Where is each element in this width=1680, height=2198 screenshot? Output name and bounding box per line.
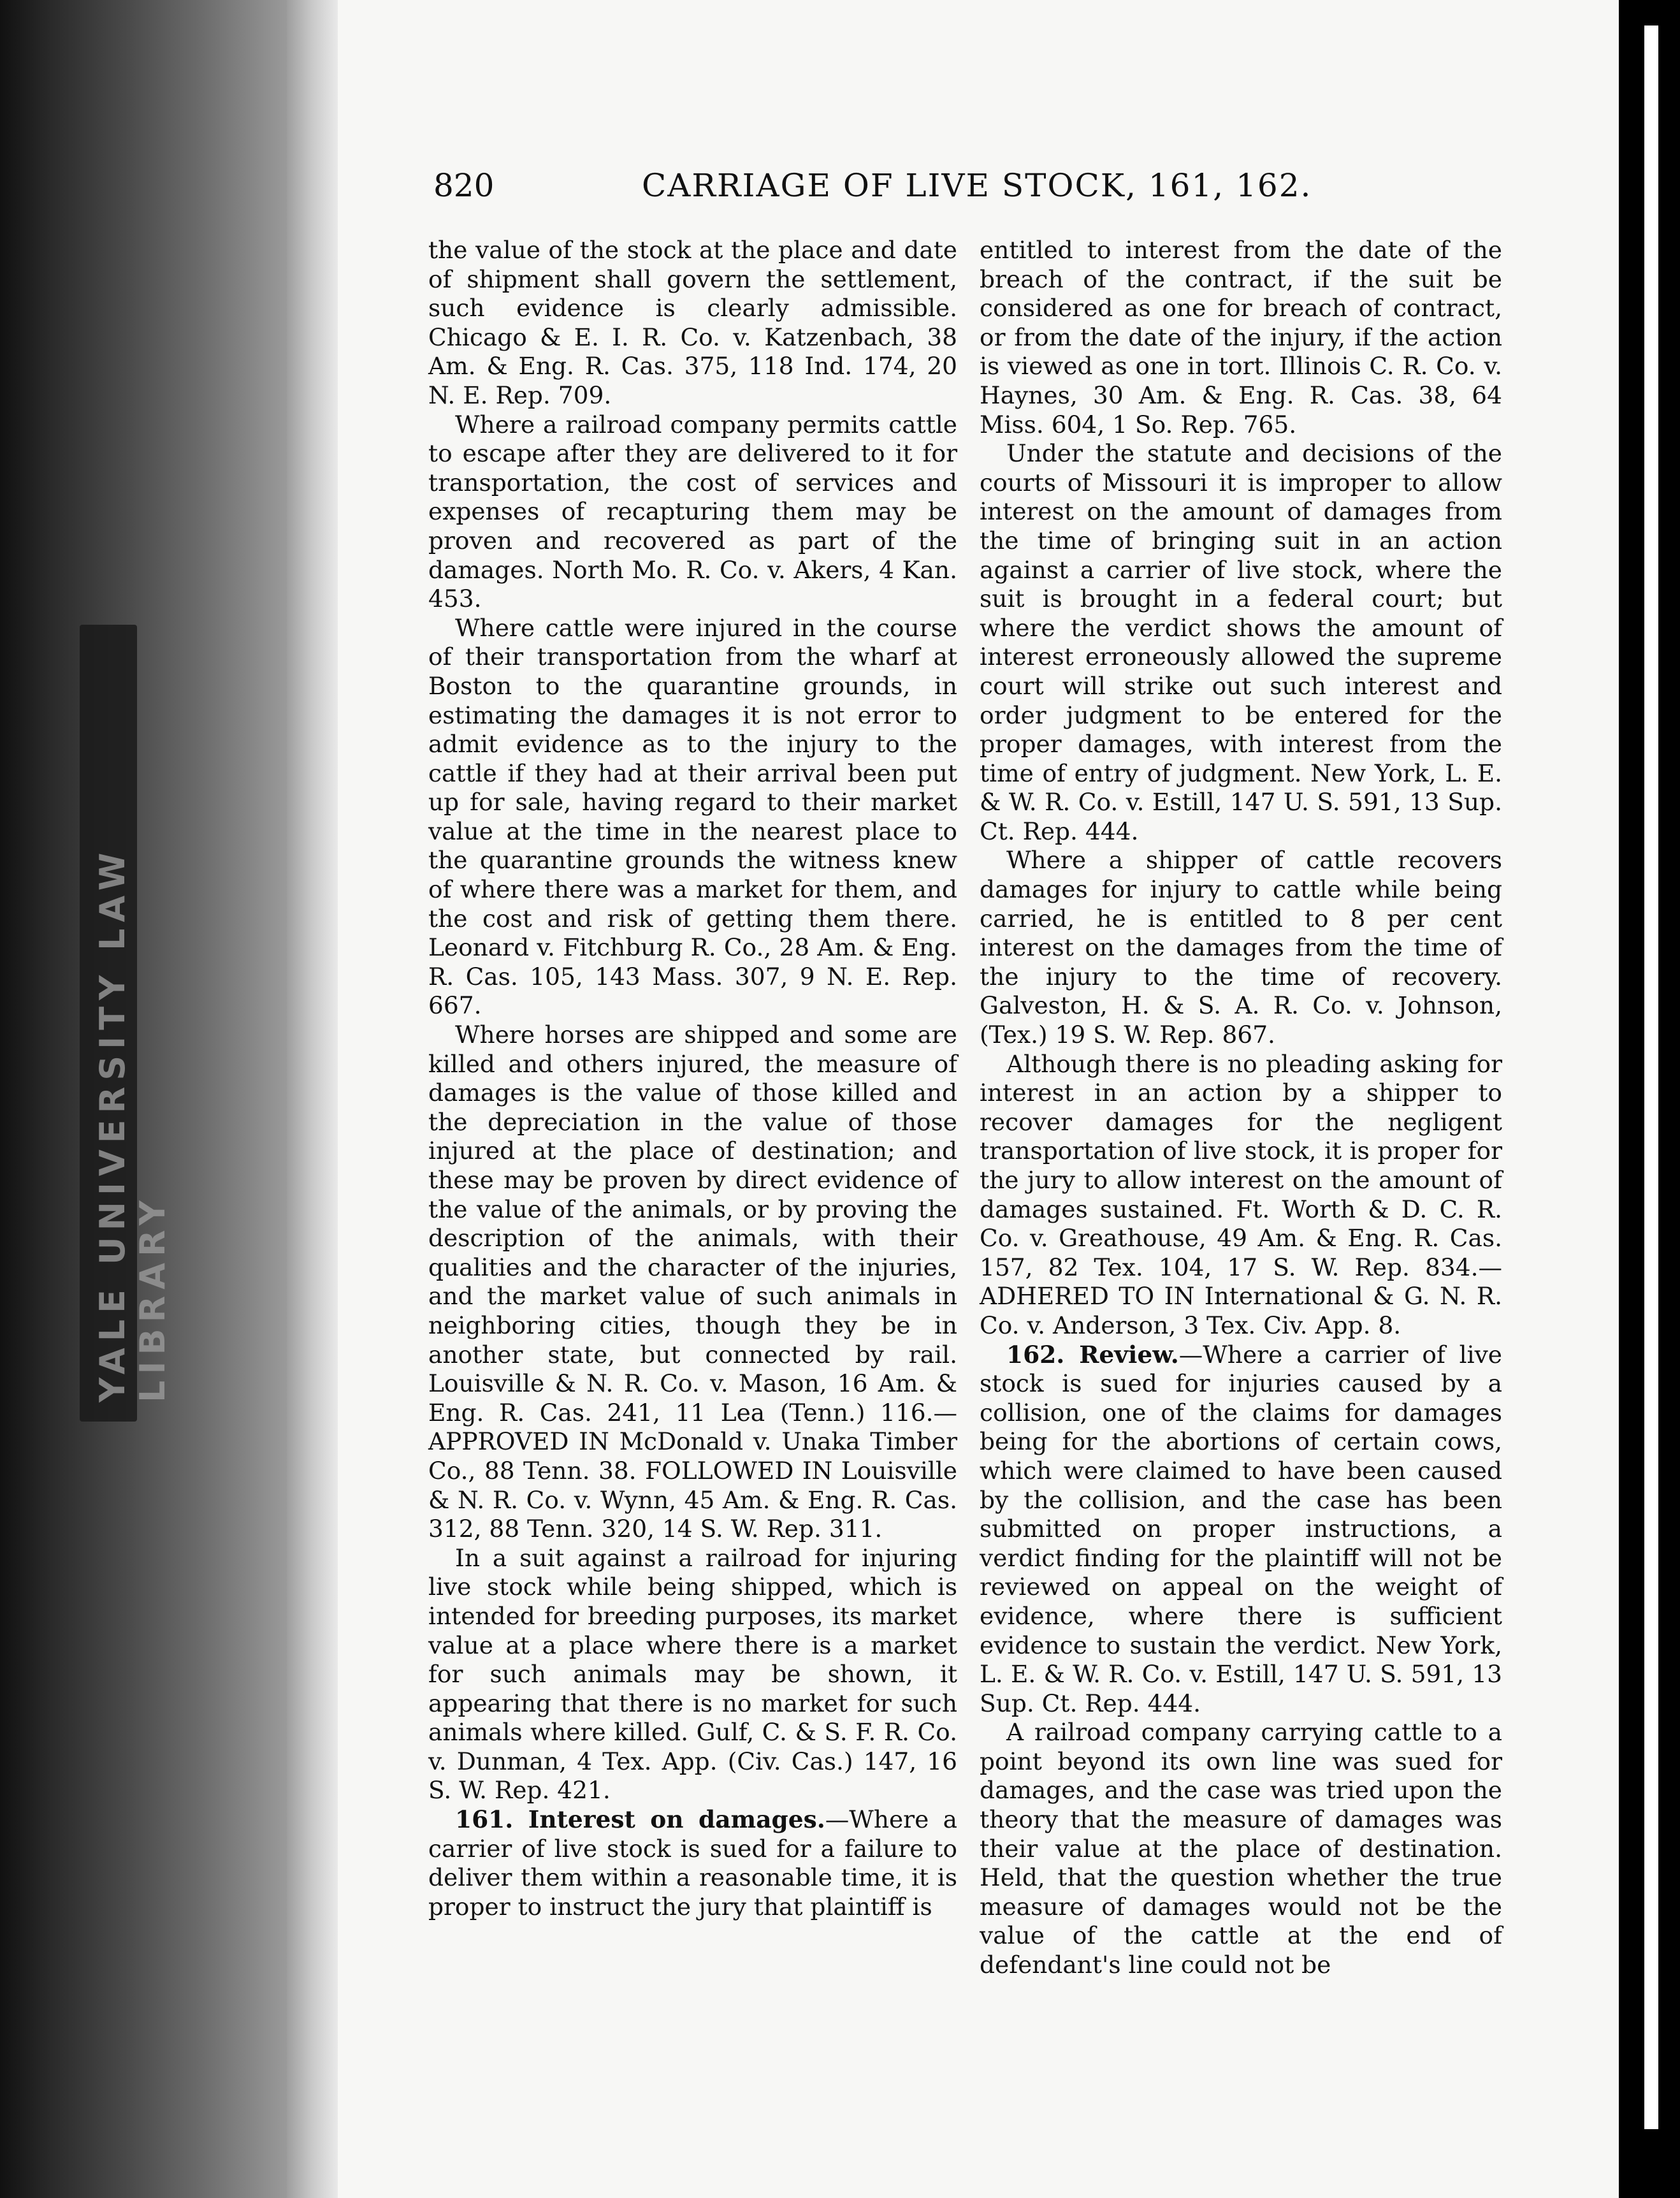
paragraph: In a suit against a railroad for injuring live stock while being shipped, which is intended for breeding purposes, its market value at a place where there is a market for such animals may be shown, it appearing that there is no market for such animals where killed. Gulf, C. & S. F. R. Co. v. Dunman, 4 Tex. App. (Civ. Cas.) 147, 16 S. W. Rep. 421. [428, 1543, 957, 1805]
page-number: 820 [433, 167, 495, 204]
paragraph: Where horses are shipped and some are killed and others injured, the measure of damages is the value of those killed and the depreciation in the value of those injured at the place of destination; and these may be proven by direct evidence of the value of the animals, or by proving the description of the animals, with their qualities and the character of the injuries, and the market value of such animals in neighboring cities, though they be in another state, but connected by rail. Louisville & N. R. Co. v. Mason, 16 Am. & Eng. R. Cas. 241, 11 Lea (Tenn.) 116.—APPROVED IN McDonald v. Unaka Timber Co., 88 Tenn. 38. FOLLOWED IN Louisville & N. R. Co. v. Wynn, 45 Am. & Eng. R. Cas. 312, 88 Tenn. 320, 14 S. W. Rep. 311. [428, 1021, 957, 1543]
book-spine [0, 0, 287, 2198]
paragraph: Under the statute and decisions of the courts of Missouri it is improper to allow interest on the amount of damages from the time of bringing suit in an action against a carrier of live stock, where the suit is brought in a federal court; but where the verdict shows the amount of interest erroneously allowed the supreme court will strike out such interest and order judgment to be entered for the proper damages, with interest from the time of entry of judgment. New York, L. E. & W. R. Co. v. Estill, 147 U. S. 591, 13 Sup. Ct. Rep. 444. [980, 439, 1502, 845]
section-heading: 162. Review. [1006, 1340, 1179, 1369]
paragraph: entitled to interest from the date of the breach of the contract, if the suit be considered as one for breach of contract, or from the date of the injury, if the action is viewed as one in tort. Illinois C. R. Co. v. Haynes, 30 Am. & Eng. R. Cas. 38, 64 Miss. 604, 1 So. Rep. 765. [980, 236, 1502, 439]
running-title: CARRIAGE OF LIVE STOCK, 161, 162. [642, 167, 1312, 204]
paragraph: the value of the stock at the place and date of shipment shall govern the settlement, such evidence is clearly admissible. Chicago & E. I. R. Co. v. Katzenbach, 38 Am. & Eng. R. Cas. 375, 118 Ind. 174, 20 N. E. Rep. 709. [428, 236, 957, 409]
running-head [433, 167, 1312, 205]
scan-border [1619, 0, 1680, 2198]
section-text: —Where a carrier of live stock is sued for a failure to deliver them within a reasonable time, it is proper to instruct the jury that plaintiff is [428, 1805, 957, 1921]
section-text: —Where a carrier of live stock is sued for injuries caused by a collision, one of the claims for damages being for the abortions of certain cows, which were claimed to have been caused by the collision, and the case has been submitted on proper instructions, a verdict finding for the plaintiff will not be reviewed on appeal on the weight of evidence, where there is sufficient evidence to sustain the verdict. New York, L. E. & W. R. Co. v. Estill, 147 U. S. 591, 13 Sup. Ct. Rep. 444. [980, 1340, 1502, 1717]
paragraph: Although there is no pleading asking for interest in an action by a shipper to recover damages for the negligent transportation of live stock, it is proper for the jury to allow interest on the amount of damages sustained. Ft. Worth & D. C. R. Co. v. Greathouse, 49 Am. & Eng. R. Cas. 157, 82 Tex. 104, 17 S. W. Rep. 834.—ADHERED TO IN International & G. N. R. Co. v. Anderson, 3 Tex. Civ. App. 8. [980, 1049, 1502, 1339]
section-161 [428, 1805, 957, 1921]
paragraph: A railroad company carrying cattle to a point beyond its own line was sued for damages, and the case was tried upon the theory that the measure of damages was their value at the place of destination. Held, that the question whether the true measure of damages would not be the value of the cattle at the end of defendant's line could not be [980, 1718, 1502, 1979]
page-edge [287, 0, 338, 2198]
right-column [980, 236, 1502, 1980]
paragraph: Where a shipper of cattle recovers damages for injury to cattle while being carried, he is entitled to 8 per cent interest on the damages from the time of the injury to the time of recovery. Galveston, H. & S. A. R. Co. v. Johnson, (Tex.) 19 S. W. Rep. 867. [980, 846, 1502, 1049]
paragraph: Where cattle were injured in the course of their transportation from the wharf at Boston to the quarantine grounds, in estimating the damages it is not error to admit evidence as to the injury to the cattle if they had at their arrival been put up for sale, having regard to their market value at the time in the nearest place to the quarantine grounds the witness knew of where there was a market for them, and the cost and risk of getting them there. Leonard v. Fitchburg R. Co., 28 Am. & Eng. R. Cas. 105, 143 Mass. 307, 9 N. E. Rep. 667. [428, 613, 957, 1020]
section-heading: 161. Interest on damages. [455, 1805, 825, 1834]
section-162 [980, 1341, 1502, 1719]
paragraph: Where a railroad company permits cattle to escape after they are delivered to it for transportation, the cost of services and expenses of recapturing them may be proven and recovered as part of the damages. North Mo. R. Co. v. Akers, 4 Kan. 453. [428, 410, 957, 613]
left-column [428, 236, 957, 1921]
library-stamp-text: YALE UNIVERSITY LAW LIBRARY [92, 846, 173, 1402]
